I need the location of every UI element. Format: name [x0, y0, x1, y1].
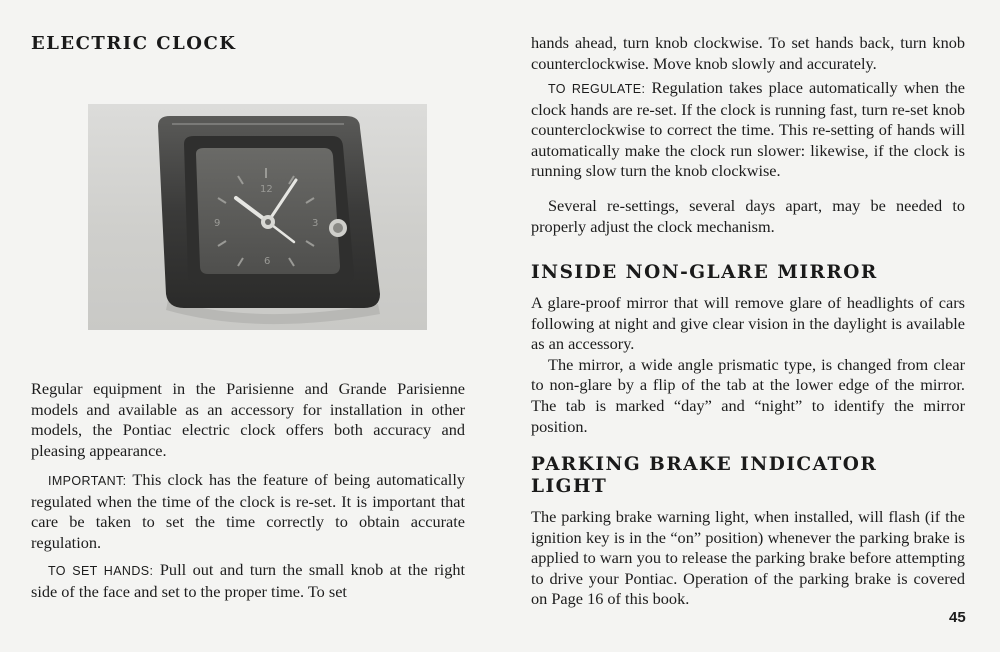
- important-text: This clock has the feature of being automatically regulated when the time of the clock is re-set. It is important that care be taken to set the time correctly to obtain accurate regulation.: [31, 470, 465, 552]
- regulate-paragraph: [531, 78, 965, 182]
- mirror-paragraph-2: The mirror, a wide angle prismatic type, is changed from clear to non-glare by a flip of the tab at the lower edge of the mirror. The tab is marked “day” and “night” to identify the mirror position.: [531, 354, 965, 436]
- numeral-6: 6: [264, 256, 271, 267]
- numeral-9: 9: [214, 218, 221, 229]
- important-label: IMPORTANT:: [48, 474, 127, 488]
- clock-intro-paragraph: Regular equipment in the Parisienne and Grande Parisienne models and available as an accessory for installation in other models, the Pontiac electric clock offers both accuracy and pleasing appearance.: [31, 379, 465, 460]
- regulate-label: TO REGULATE:: [548, 82, 646, 96]
- resettings-paragraph: Several re-settings, several days apart, may be needed to properly adjust the clock mechanism.: [531, 196, 965, 236]
- set-hands-continued-paragraph: hands ahead, turn knob clockwise. To set hands back, turn knob counterclockwise. Move knob slowly and accurately.: [531, 33, 965, 73]
- numeral-12: 12: [260, 184, 273, 195]
- electric-clock-icon: [88, 104, 427, 330]
- set-hands-text: Pull out and turn the small knob at the right side of the face and set to the proper time. To set: [31, 560, 466, 601]
- important-paragraph: [31, 470, 465, 553]
- electric-clock-photo: [88, 104, 427, 330]
- set-hands-label: TO SET HANDS:: [48, 564, 154, 578]
- mirror-paragraph-1: A glare-proof mirror that will remove glare of headlights of cars following at night and give clear vision in the daylight is available as an accessory.: [531, 293, 965, 354]
- page-number: 45: [949, 609, 966, 626]
- set-hands-paragraph: [31, 560, 465, 602]
- mirror-section: [531, 293, 965, 437]
- parking-brake-paragraph: The parking brake warning light, when installed, will flash (if the ignition key is in the “on” position) whenever the parking brake is applied to warn you to release the parking brake before attempting to drive your Pontiac. Operation of the parking brake is covered on Page 16 of this book.: [531, 507, 965, 609]
- numeral-3: 3: [312, 218, 319, 229]
- regulate-text: Regulation takes place automatically when the clock hands are re-set. If the clock is running fast, turn re-set knob counterclockwise to correct the time. This re-setting of hands will automatically make the clock run slower: likewise, if the clock is running slow turn the knob clockwise.: [531, 78, 966, 181]
- parking-brake-heading: PARKING BRAKE INDICATOR LIGHT: [531, 454, 878, 497]
- mirror-heading: INSIDE NON-GLARE MIRROR: [531, 262, 878, 283]
- electric-clock-heading: ELECTRIC CLOCK: [31, 33, 237, 54]
